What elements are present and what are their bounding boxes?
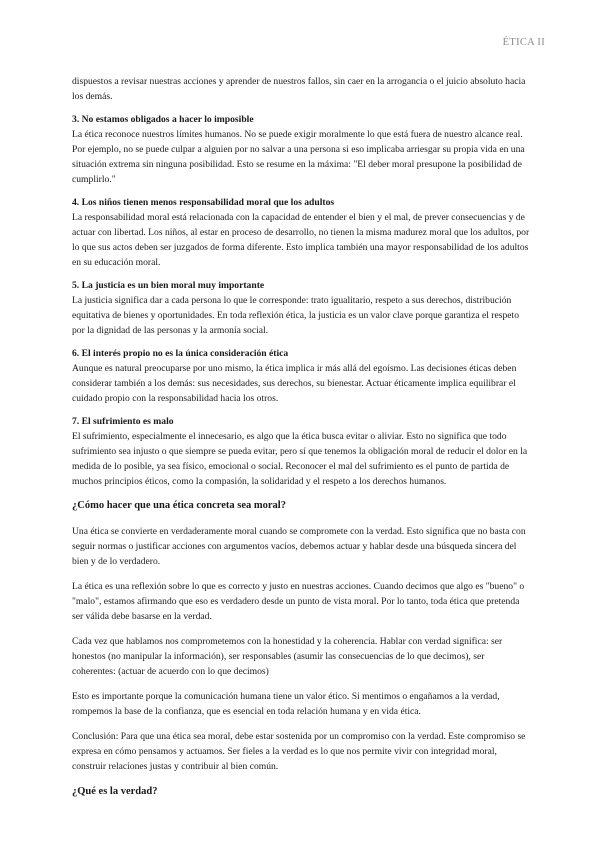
- body-paragraph: Una ética se convierte en verdaderamente moral cuando se compromete con la verdad. Esto significa que no basta con seguir normas o justificar acciones con argumentos vacíos, debemos actuar y hablar desde una búsqueda sincera del bien y de lo verdadero.: [72, 526, 526, 567]
- section-body: El sufrimiento, especialmente el innecesario, es algo que la ética busca evitar o aliviar. Esto no significa que todo sufrimiento sea injusto o que siempre se pueda evitar, pero sí que tenemos la obligación moral de reducir el dolor en la medida de lo posible, ya sea físico, emocional o social. Reconocer el mal del sufrimiento es el punto de partida de muchos principios éticos, como la compasión, la solidaridad y el respeto a los derechos humanos.: [72, 431, 528, 487]
- intro-paragraph: dispuestos a revisar nuestras acciones y aprender de nuestros fallos, sin caer en la arrogancia o el juicio absoluto hacia los demás.: [72, 76, 526, 102]
- body-paragraph: Conclusión: Para que una ética sea moral, debe estar sostenida por un compromiso con la verdad. Este compromiso se expresa en cómo pensamos y actuamos. Ser fieles a la verdad es lo que nos permite vivir con integridad moral, construir relaciones justas y contribuir al bien común.: [72, 731, 526, 772]
- document-body: [72, 74, 530, 810]
- body-paragraph: Esto es importante porque la comunicación humana tiene un valor ético. Si mentimos o engañamos a la verdad, rompemos la base de la confianza, que es esencial en toda relación humana y en vida ética.: [72, 691, 500, 717]
- section-body: La responsabilidad moral está relacionada con la capacidad de entender el bien y el mal, de prever consecuencias y de actuar con libertad. Los niños, al estar en proceso de desarrollo, no tienen la misma madurez moral que los adultos, por lo que sus actos deben ser juzgados de forma diferente. Esto implica también una mayor responsabilidad de los adultos en su educación moral.: [72, 212, 530, 268]
- section-heading: 7. El sufrimiento es malo: [72, 416, 174, 427]
- body-paragraph: La ética es una reflexión sobre lo que es correcto y justo en nuestras acciones. Cuando decimos que algo es "bueno" o "malo", estamos afirmando que eso es verdadero desde un punto de vista moral. Por lo tanto, toda ética que pretenda ser válida debe basarse en la verdad.: [72, 581, 525, 622]
- section-body: La justicia significa dar a cada persona lo que le corresponde: trato igualitario, respeto a sus derechos, distribución equitativa de bienes y oportunidades. En toda reflexión ética, la justicia es un valor clave porque garantiza el respeto por la dignidad de las personas y la armonía social.: [72, 295, 520, 336]
- question-heading: ¿Qué es la verdad?: [72, 786, 158, 797]
- body-paragraph: Cada vez que hablamos nos comprometemos con la honestidad y la coherencia. Hablar con verdad significa: ser honestos (no manipular la información), ser responsables (asumir las consecuencias de lo que decimos), ser coherentes: (actuar de acuerdo con lo que decimos): [72, 636, 503, 677]
- section-heading: 5. La justicia es un bien moral muy importante: [72, 280, 265, 291]
- question-heading: ¿Cómo hacer que una ética concreta sea moral?: [72, 500, 286, 511]
- section-heading: 4. Los niños tienen menos responsabilidad moral que los adultos: [72, 197, 335, 208]
- section-heading: 6. El interés propio no es la única consideración ética: [72, 348, 289, 359]
- page-header-title: ÉTICA II: [502, 37, 545, 48]
- section-heading: 3. No estamos obligados a hacer lo imposible: [72, 114, 254, 125]
- section-body: Aunque es natural preocuparse por uno mismo, la ética implica ir más allá del egoísmo. Las decisiones éticas deben considerar también a los demás: sus necesidades, sus derechos, su bienestar. Actuar éticamente implica equilibrar el cuidado propio con la responsabilidad hacia los otros.: [72, 363, 517, 404]
- section-body: La ética reconoce nuestros límites humanos. No se puede exigir moralmente lo que está fuera de nuestro alcance real. Por ejemplo, no se puede culpar a alguien por no salvar a una persona si eso implicaba arriesgar su propia vida en una situación extrema sin ninguna posibilidad. Esto se resume en la máxima: "El deber moral presupone la posibilidad de cumplirlo.": [72, 129, 525, 185]
